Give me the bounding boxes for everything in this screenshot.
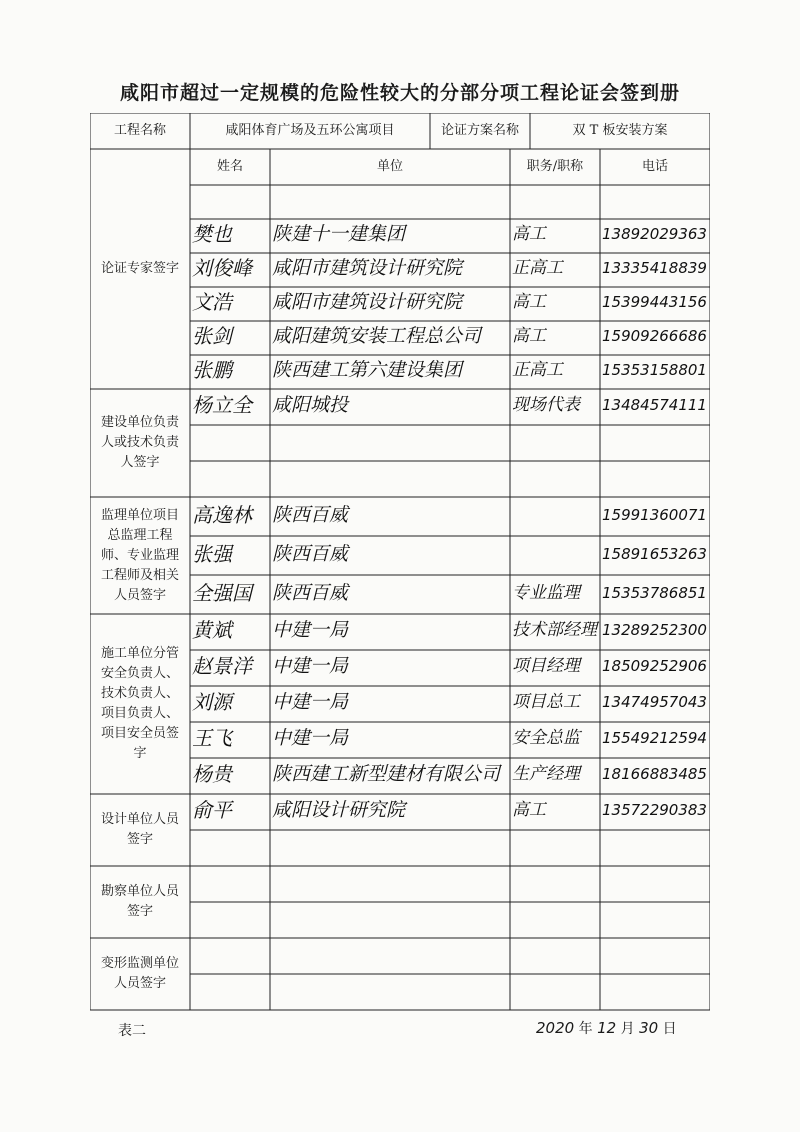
date-month-char: 月 xyxy=(620,1021,635,1037)
signature-phone: 15909266686 xyxy=(602,327,707,345)
signature-unit: 陕西百威 xyxy=(272,581,349,604)
col-header-phone: 电话 xyxy=(641,159,668,174)
date-year-char: 年 xyxy=(578,1021,593,1037)
signature-name: 杨立全 xyxy=(192,393,252,417)
signature-phone: 13572290383 xyxy=(602,801,707,819)
signature-unit: 咸阳市建筑设计研究院 xyxy=(272,291,463,313)
signature-title: 生产经理 xyxy=(512,764,580,784)
signature-title: 高工 xyxy=(512,224,546,244)
date-year: 2020 xyxy=(536,1019,575,1037)
signature-unit: 陕西建工新型建材有限公司 xyxy=(272,763,501,785)
page-title: 咸阳市超过一定规模的危险性较大的分部分项工程论证会签到册 xyxy=(119,82,680,104)
signature-phone: 15353158801 xyxy=(602,361,707,379)
signature-title: 高工 xyxy=(512,292,546,312)
signature-name: 黄斌 xyxy=(192,618,232,642)
section-label: 勘察单位人员签字 xyxy=(100,884,179,919)
section-label: 设计单位人员签字 xyxy=(100,812,179,847)
signature-unit: 中建一局 xyxy=(272,691,349,713)
signature-unit: 陕西百威 xyxy=(272,503,349,526)
signature-name: 杨贵 xyxy=(192,762,232,786)
signature-unit: 陕西百威 xyxy=(272,542,349,565)
signature-phone: 13484574111 xyxy=(602,396,707,414)
signature-phone: 13289252300 xyxy=(602,621,707,639)
table-number-label: 表二 xyxy=(118,1023,146,1039)
plan-name-label: 论证方案名称 xyxy=(440,123,519,138)
signature-title: 技术部经理 xyxy=(512,620,597,640)
signature-unit: 咸阳建筑安装工程总公司 xyxy=(272,325,482,347)
signature-name: 张鹏 xyxy=(192,358,232,382)
section-label: 建设单位负责人或技术负责人签字 xyxy=(100,415,179,470)
section-label: 变形监测单位人员签字 xyxy=(100,956,179,991)
signature-name: 张剑 xyxy=(192,324,232,348)
plan-name-value: 双 T 板安装方案 xyxy=(572,123,668,138)
section-label: 论证专家签字 xyxy=(100,261,179,276)
project-name-label: 工程名称 xyxy=(113,123,166,138)
signature-unit: 中建一局 xyxy=(272,727,349,749)
signature-unit: 咸阳市建筑设计研究院 xyxy=(272,257,463,279)
signature-unit: 陕建十一建集团 xyxy=(272,223,406,245)
signature-phone: 18166883485 xyxy=(602,765,707,783)
signature-phone: 15549212594 xyxy=(602,729,707,747)
signature-title: 专业监理 xyxy=(512,582,580,603)
signature-name: 樊也 xyxy=(192,222,232,246)
signature-name: 张强 xyxy=(192,541,232,566)
signature-title: 项目经理 xyxy=(512,656,580,676)
signature-unit: 陕西建工第六建设集团 xyxy=(272,359,463,381)
signature-phone: 15353786851 xyxy=(602,583,707,602)
signature-phone: 15399443156 xyxy=(602,293,707,311)
signature-title: 现场代表 xyxy=(512,395,580,415)
signature-phone: 15891653263 xyxy=(602,544,707,563)
signature-name: 文浩 xyxy=(192,290,232,314)
signature-unit: 咸阳城投 xyxy=(272,394,349,416)
date-day-char: 日 xyxy=(662,1021,677,1037)
col-header-unit: 单位 xyxy=(376,159,403,174)
date-day: 30 xyxy=(639,1019,659,1037)
signature-title: 项目总工 xyxy=(512,692,580,712)
section-label: 监理单位项目总监理工程师、专业监理工程师及相关人员签字 xyxy=(100,507,179,603)
signature-phone: 18509252906 xyxy=(602,657,707,675)
signature-title: 高工 xyxy=(512,800,546,820)
project-name-value: 咸阳体育广场及五环公寓项目 xyxy=(225,123,395,138)
signature-name: 赵景洋 xyxy=(192,654,252,678)
signature-name: 刘俊峰 xyxy=(192,256,252,280)
signature-phone: 15991360071 xyxy=(602,505,707,524)
col-header-name: 姓名 xyxy=(216,159,243,174)
signature-unit: 中建一局 xyxy=(272,655,349,677)
signature-name: 王飞 xyxy=(192,726,232,750)
signature-title: 正高工 xyxy=(512,360,563,380)
section-label: 施工单位分管安全负责人、技术负责人、项目负责人、项目安全员签字 xyxy=(100,646,179,761)
date-month: 12 xyxy=(597,1019,617,1037)
signature-name: 刘源 xyxy=(192,690,232,714)
signature-title: 安全总监 xyxy=(512,728,580,748)
signature-title: 正高工 xyxy=(512,258,563,278)
signature-title: 高工 xyxy=(512,326,546,346)
signature-name: 俞平 xyxy=(192,798,232,822)
signature-phone: 13892029363 xyxy=(602,225,707,243)
signature-name: 高逸林 xyxy=(192,502,252,527)
signature-name: 全强国 xyxy=(192,580,252,605)
signature-phone: 13474957043 xyxy=(602,693,707,711)
signature-phone: 13335418839 xyxy=(602,259,707,277)
signature-unit: 中建一局 xyxy=(272,619,349,641)
col-header-title: 职务/职称 xyxy=(526,159,584,174)
sign-date xyxy=(536,1018,677,1038)
signature-unit: 咸阳设计研究院 xyxy=(272,799,406,821)
